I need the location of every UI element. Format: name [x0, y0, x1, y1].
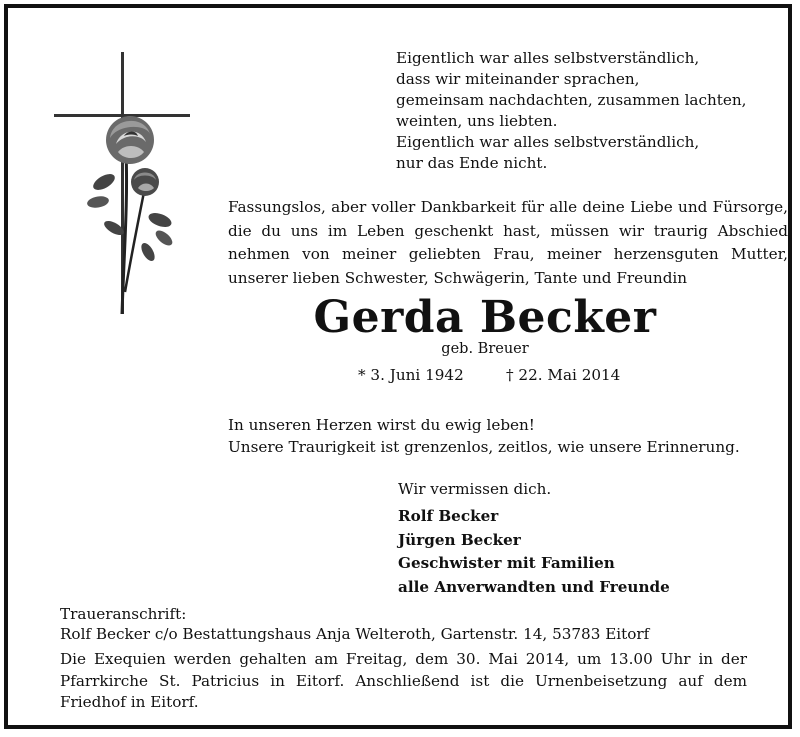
poem-line: dass wir miteinander sprachen, — [396, 70, 640, 88]
address-label: Traueranschrift: — [60, 605, 187, 623]
poem-line: Eigentlich war alles selbstverständlich, — [396, 49, 700, 67]
cross-with-roses-icon — [52, 52, 194, 317]
mourner-name: Geschwister mit Familien — [398, 554, 615, 572]
mourners-list — [398, 505, 670, 599]
miss-line: Wir vermissen dich. — [398, 480, 552, 498]
intro-paragraph: Fassungslos, aber voller Dankbarkeit für alle deine Liebe und Fürsorge, die du uns im Leben geschenkt hast, müssen wir traurig Abschied nehmen von meiner geliebten Frau, meiner herzensguten Mutter, unserer lieben Schwester, Schwägerin, Tante und Freundin — [228, 198, 788, 287]
poem-line: gemeinsam nachdachten, zusammen lachten, — [396, 91, 747, 109]
poem — [396, 48, 746, 174]
address-line: Rolf Becker c/o Bestattungshaus Anja Welteroth, Gartenstr. 14, 53783 Eitorf — [60, 625, 650, 643]
closing-line: In unseren Herzen wirst du ewig leben! — [228, 416, 535, 434]
poem-line: nur das Ende nicht. — [396, 154, 548, 172]
death-date: † 22. Mai 2014 — [506, 366, 621, 384]
closing-lines — [228, 414, 740, 458]
maiden-name: geb. Breuer — [441, 341, 529, 357]
mourner-name: Jürgen Becker — [398, 530, 521, 549]
mourner-name: Rolf Becker — [398, 507, 499, 525]
mourner-name: alle Anverwandten und Freunde — [398, 577, 670, 596]
service-info: Die Exequien werden gehalten am Freitag, dem 30. Mai 2014, um 13.00 Uhr in der Pfarrkirche St. Patricius in Eitorf. Anschließend ist die Urnenbeisetzung auf dem Friedhof in Eitorf. — [60, 650, 747, 711]
birth-date: * 3. Juni 1942 — [358, 366, 464, 384]
deceased-name: Gerda Becker — [313, 292, 657, 343]
closing-line: Unsere Traurigkeit ist grenzenlos, zeitlos, wie unsere Erinnerung. — [228, 438, 740, 456]
poem-line: Eigentlich war alles selbstverständlich, — [396, 133, 700, 151]
mourning-address — [60, 604, 649, 644]
poem-line: weinten, uns liebten. — [396, 112, 558, 130]
